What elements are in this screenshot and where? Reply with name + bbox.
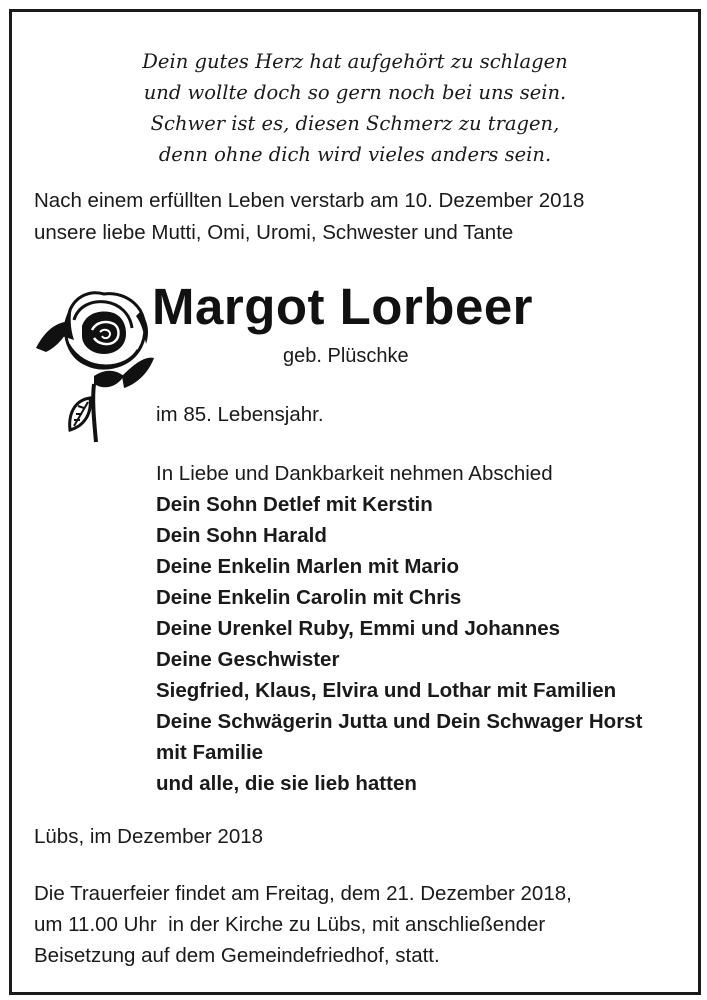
death-announcement (34, 185, 694, 249)
rose-icon (32, 280, 154, 448)
mourner-line: Dein Sohn Detlef mit Kerstin (156, 493, 433, 516)
farewell-intro: In Liebe und Dankbarkeit nehmen Abschied (156, 462, 553, 485)
mourner-line: und alle, die sie lieb hatten (156, 772, 417, 795)
poem-line: und wollte doch so gern noch bei uns sein. (143, 81, 567, 104)
obituary-notice (9, 9, 701, 995)
mourner-line: Deine Enkelin Carolin mit Chris (156, 586, 462, 609)
mourner-line: Deine Geschwister (156, 648, 340, 671)
mourner-line: Siegfried, Klaus, Elvira und Lothar mit Familien (156, 679, 617, 702)
funeral-line: Beisetzung auf dem Gemeindefriedhof, statt. (34, 944, 440, 967)
mourner-line: Deine Enkelin Marlen mit Mario (156, 555, 460, 578)
birth-name: geb. Plüschke (283, 345, 409, 367)
mourners-block (156, 458, 696, 799)
announcement-line: Nach einem erfüllten Leben verstarb am 10. Dezember 2018 (34, 189, 585, 212)
funeral-line: Die Trauerfeier findet am Freitag, dem 21. Dezember 2018, (34, 882, 572, 905)
announcement-line: unsere liebe Mutti, Omi, Uromi, Schwester und Tante (34, 221, 514, 244)
poem-line: Schwer ist es, diesen Schmerz zu tragen, (150, 112, 560, 135)
age-text: im 85. Lebensjahr. (156, 403, 324, 426)
place-date: Lübs, im Dezember 2018 (34, 825, 264, 848)
mourner-line: Dein Sohn Harald (156, 524, 327, 547)
deceased-name: Margot Lorbeer (152, 278, 534, 335)
poem (12, 46, 698, 170)
poem-line: Dein gutes Herz hat aufgehört zu schlagen (142, 50, 568, 73)
mourner-line: Deine Schwägerin Jutta und Dein Schwager Horst (156, 710, 643, 733)
mourner-line: mit Familie (156, 741, 264, 764)
mourner-line: Deine Urenkel Ruby, Emmi und Johannes (156, 617, 561, 640)
funeral-line: um 11.00 Uhr in der Kirche zu Lübs, mit anschließender (34, 913, 546, 936)
poem-line: denn ohne dich wird vieles anders sein. (158, 143, 552, 166)
funeral-details (34, 878, 682, 971)
